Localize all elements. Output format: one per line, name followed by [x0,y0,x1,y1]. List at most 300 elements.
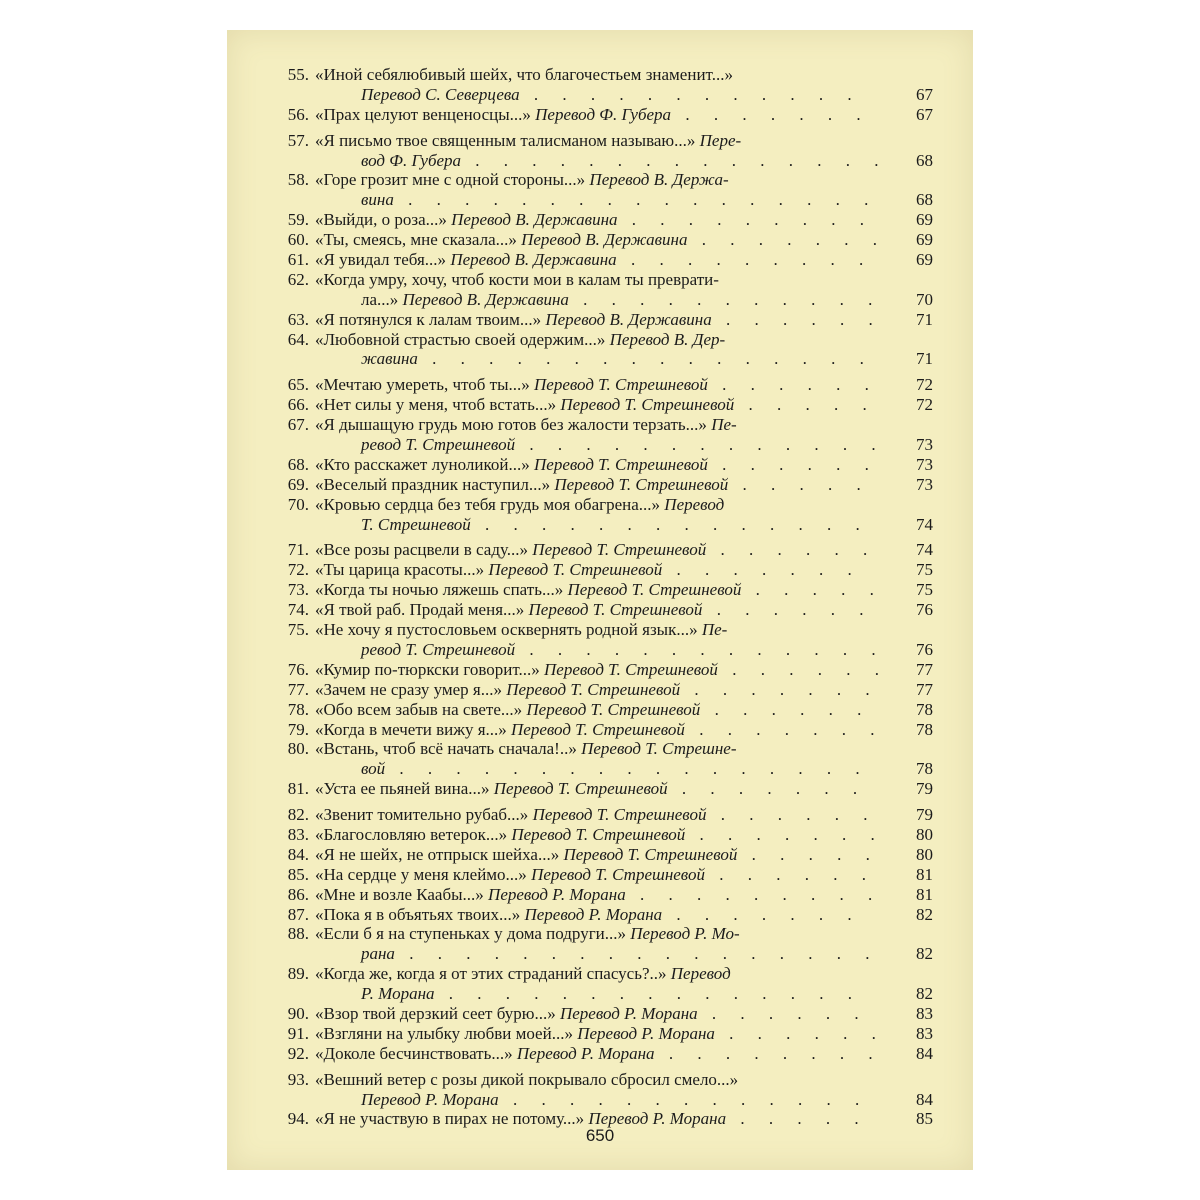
toc-entry-line [277,270,933,290]
poem-first-line: «Я не шейх, не отпрыск шейха...» [315,844,564,864]
table-of-contents [277,65,933,1129]
toc-entry-line [277,151,933,171]
poem-first-line: «Если б я на ступеньках у дома подруги...» [315,924,631,944]
entry-number: 86. [287,884,309,904]
leader-dots: . . . . . . [706,805,878,825]
entry-number: 74. [287,600,309,620]
entry-number: 83. [287,824,309,844]
toc-entry-line [277,1024,933,1044]
translator-credit: Перевод Т. Стрешневой [511,824,686,844]
entry-page-number: 69 [916,230,933,250]
poem-first-line: «Мечтаю умереть, чтоб ты...» [315,375,535,395]
entry-page-number: 67 [916,84,933,104]
entry-number: 92. [287,1043,309,1063]
translator-credit: Перевод Т. Стрешневой [528,600,703,620]
toc-entry-line [277,600,933,620]
entry-number: 75. [287,620,309,640]
translator-credit: Пе- [711,415,737,435]
entry-page-number: 68 [916,190,933,210]
leader-dots: . . . . . [726,1109,869,1129]
toc-entry-line [277,495,933,515]
leader-dots: . . . . . . [711,309,883,329]
toc-entry [277,270,933,310]
leader-dots: . . . . . . [704,864,876,884]
entry-number: 57. [287,130,309,150]
entry-number: 70. [287,494,309,514]
entry-number: 71. [287,540,309,560]
poem-first-line: «Благословляю ветерок...» [315,824,512,844]
translator-credit: Перевод В. Державина [402,289,569,309]
poem-first-line: «Взор твой дерзкий сеет бурю...» [315,1003,560,1023]
toc-entry-line [277,475,933,495]
entry-number: 78. [287,699,309,719]
entry-page-number: 75 [916,580,933,600]
leader-dots: . . . . . . . . . . . [568,289,883,309]
leader-dots: . . . . . . [707,454,879,474]
toc-entry-line [277,944,933,964]
entry-page-number: 76 [916,600,933,620]
toc-entry-line [277,330,933,350]
leader-dots: . . . . . . [697,1003,869,1023]
leader-dots: . . . . . . . . . . . . . . . . . [393,190,879,210]
translator-credit: Перевод Т. Стрешневой [534,454,708,474]
toc-entry-line [277,739,933,759]
translator-credit: вой [361,759,386,779]
toc-entry [277,845,933,865]
translator-credit: ревод Т. Стрешневой [361,639,516,659]
entry-number: 90. [287,1003,309,1023]
toc-entry-line [277,580,933,600]
toc-entry-line [277,435,933,455]
entry-page-number: 78 [916,719,933,739]
translator-credit: Т. Стрешневой [361,514,471,534]
toc-entry-line [277,349,933,369]
translator-credit: Перевод Т. Стрешневой [532,805,707,825]
toc-entry-line [277,515,933,535]
page-number: 650 [585,1126,615,1145]
toc-entry-line [277,845,933,865]
leader-dots: . . . . . . . [662,560,862,580]
translator-credit: Р. Морана [361,984,435,1004]
leader-dots: . . . . . . [717,659,889,679]
entry-number: 91. [287,1023,309,1043]
toc-entry [277,540,933,560]
toc-entry [277,105,933,125]
toc-entry [277,600,933,620]
leader-dots: . . . . . . . . [654,1043,883,1063]
toc-entry-line [277,85,933,105]
book-page [227,30,973,1170]
entry-number: 85. [287,864,309,884]
toc-entry-line [277,640,933,660]
leader-dots: . . . . . [741,580,884,600]
toc-entry [277,905,933,925]
translator-credit: Перевод [664,494,725,514]
poem-first-line: «Зачем не сразу умер я...» [315,679,507,699]
entry-number: 69. [287,474,309,494]
leader-dots: . . . . . . . . . [617,210,874,230]
poem-first-line: «Выйди, о роза...» [315,210,452,230]
entry-page-number: 82 [916,944,933,964]
poem-first-line: «Веселый праздник наступил...» [315,474,555,494]
entry-page-number: 72 [916,375,933,395]
toc-entry-line [277,805,933,825]
toc-entry [277,250,933,270]
toc-entry-line [277,964,933,984]
toc-entry [277,1004,933,1024]
toc-entry-line [277,865,933,885]
entry-page-number: 71 [916,309,933,329]
toc-entry-line [277,1090,933,1110]
translator-credit: жавина [361,349,418,369]
entry-number: 61. [287,250,309,270]
translator-credit: Перевод Т. Стрешневой [554,474,729,494]
poem-first-line: «Ты царица красоты...» [315,560,489,580]
entry-number: 81. [287,779,309,799]
toc-entry-line [277,170,933,190]
translator-credit: Перевод [670,964,731,984]
poem-first-line: «Мне и возле Каабы...» [315,884,489,904]
poem-first-line: «Я дышащую грудь мою готов без жалости терзать...» [315,415,712,435]
poem-first-line: «Когда умру, хочу, чтоб кости мои в калам ты преврати- [315,269,719,289]
leader-dots: . . . . . [728,474,871,494]
toc-entry-line [277,720,933,740]
leader-dots: . . . . . . . . . . . . . . . . . [385,759,870,779]
toc-entry [277,475,933,495]
entry-number: 59. [287,210,309,230]
translator-credit: Перевод Р. Морана [588,1109,727,1129]
entry-page-number: 75 [916,560,933,580]
poem-first-line: «Иной себялюбивый шейх, что благочестьем знаменит...» [315,65,733,84]
translator-credit: Перевод Т. Стрешневой [488,560,663,580]
translator-credit: Перевод Ф. Губера [535,104,672,124]
toc-entry [277,210,933,230]
toc-entry-line [277,415,933,435]
toc-entry [277,680,933,700]
leader-dots: . . . . . . [707,375,879,395]
poem-first-line: ла...» [361,289,403,309]
translator-credit: ревод Т. Стрешневой [361,435,516,455]
entry-page-number: 74 [916,514,933,534]
toc-entry-line [277,65,933,85]
entry-page-number: 77 [916,679,933,699]
translator-credit: Перевод Т. Стрешневой [526,699,701,719]
toc-entry-line [277,1044,933,1064]
poem-first-line: «Обо всем забыв на свете...» [315,699,527,719]
leader-dots: . . . . . . . [671,104,871,124]
leader-dots: . . . . . . [714,1023,886,1043]
leader-dots: . . . . . . . . . . . . . . . [434,984,863,1004]
poem-first-line: «Вешний ветер с розы дикой покрывало сбросил смело...» [315,1069,739,1089]
toc-entry [277,779,933,799]
toc-entry-line [277,310,933,330]
entry-number: 93. [287,1069,309,1089]
toc-entry [277,924,933,964]
entry-number: 94. [287,1109,309,1129]
translator-credit: Перевод Т. Стрешневой [534,375,708,395]
entry-number: 58. [287,170,309,190]
leader-dots: . . . . . . . . . . . . . . [470,514,870,534]
poem-first-line: «Не хочу я пустословьем осквернять родной язык...» [315,620,702,640]
entry-page-number: 83 [916,1023,933,1043]
translator-credit: Перевод В. Дер- [609,329,726,349]
entry-number: 89. [287,964,309,984]
toc-entry-line [277,560,933,580]
translator-credit: Перевод Т. Стрешневой [532,540,707,560]
entry-number: 77. [287,679,309,699]
translator-credit: Пе- [701,620,728,640]
poem-first-line: «Когда же, когда я от этих страданий спасусь?..» [315,964,671,984]
leader-dots: . . . . . . . [685,824,885,844]
entry-page-number: 79 [916,779,933,799]
poem-first-line: «Кумир по-тюркски говорит...» [315,659,545,679]
toc-entry [277,230,933,250]
toc-entry-line [277,680,933,700]
leader-dots: . . . . . . . [662,904,862,924]
poem-first-line: «Когда в мечети вижу я...» [315,719,512,739]
entry-number: 72. [287,560,309,580]
poem-first-line: «Я письмо твое священным талисманом называю...» [315,130,700,150]
poem-first-line: «Кто расскажет луноликой...» [315,454,535,474]
poem-first-line: «На сердце у меня клеймо...» [315,864,532,884]
toc-entry [277,415,933,455]
entry-page-number: 81 [916,864,933,884]
entry-page-number: 69 [916,250,933,270]
leader-dots: . . . . . . . . . . . . . . . [461,150,889,170]
entry-number: 63. [287,309,309,329]
translator-credit: Пере- [699,130,742,150]
toc-entry-line [277,759,933,779]
toc-entry [277,131,933,171]
leader-dots: . . . . . . . . . [625,884,883,904]
toc-entry-line [277,210,933,230]
entry-page-number: 71 [916,349,933,369]
toc-entry [277,1044,933,1064]
translator-credit: Перевод Р. Мо- [630,924,740,944]
translator-credit: Перевод Р. Морана [488,884,626,904]
translator-credit: Перевод Р. Морана [577,1023,715,1043]
toc-entry-line [277,190,933,210]
toc-entry [277,739,933,779]
toc-entry [277,1024,933,1044]
entry-number: 88. [287,924,309,944]
translator-credit: Перевод В. Державина [545,309,712,329]
entry-number: 66. [287,395,309,415]
poem-first-line: «Звенит томительно рубаб...» [315,805,533,825]
poem-first-line: «Встань, чтоб всё начать сначала!..» [315,739,582,759]
toc-entry-line [277,290,933,310]
toc-entry-line [277,1070,933,1090]
entry-number: 87. [287,904,309,924]
toc-entry [277,720,933,740]
toc-entry [277,65,933,105]
leader-dots: . . . . . . [702,600,874,620]
translator-credit: Перевод Р. Морана [524,904,663,924]
entry-page-number: 77 [916,659,933,679]
entry-page-number: 72 [916,395,933,415]
entry-number: 68. [287,454,309,474]
toc-entry [277,805,933,825]
poem-first-line: «Я потянулся к лалам твоим...» [315,309,546,329]
entry-number: 84. [287,844,309,864]
toc-entry-line [277,230,933,250]
toc-entry-line [277,984,933,1004]
poem-first-line: «Пока я в объятьях твоих...» [315,904,525,924]
entry-number: 79. [287,719,309,739]
toc-entry [277,455,933,475]
translator-credit: Перевод Р. Морана [361,1089,499,1109]
poem-first-line: «Прах целуют венценосцы...» [315,104,536,124]
leader-dots: . . . . . [737,844,880,864]
entry-page-number: 81 [916,884,933,904]
entry-page-number: 82 [916,984,933,1004]
toc-entry [277,825,933,845]
entry-page-number: 68 [916,150,933,170]
toc-entry-line [277,375,933,395]
translator-credit: Перевод В. Державина [451,210,618,230]
toc-entry-line [277,250,933,270]
toc-entry-line [277,825,933,845]
entry-page-number: 73 [916,454,933,474]
entry-page-number: 82 [916,904,933,924]
poem-first-line: «Все розы расцвели в саду...» [315,540,533,560]
leader-dots: . . . . . . . . . . . . . . . . . [394,944,880,964]
leader-dots: . . . . . . . [687,230,887,250]
toc-entry [277,560,933,580]
entry-number: 73. [287,580,309,600]
entry-page-number: 78 [916,699,933,719]
toc-entry [277,964,933,1004]
translator-credit: Перевод Т. Стрешневой [567,580,742,600]
translator-credit: Перевод В. Державина [521,230,688,250]
entry-number: 60. [287,230,309,250]
leader-dots: . . . . . . . [684,719,885,739]
entry-page-number: 78 [916,759,933,779]
leader-dots: . . . . . . . [680,679,880,699]
toc-entry [277,885,933,905]
entry-page-number: 67 [916,104,933,124]
leader-dots: . . . . . . [706,540,878,560]
poem-first-line: «Доколе бесчинствовать...» [315,1043,517,1063]
toc-entry [277,330,933,370]
entry-number: 82. [287,805,309,825]
entry-number: 80. [287,739,309,759]
translator-credit: Перевод С. Северцева [361,84,520,104]
entry-page-number: 73 [916,474,933,494]
entry-page-number: 85 [916,1109,933,1129]
entry-page-number: 76 [916,639,933,659]
poem-first-line: «Я твой раб. Продай меня...» [315,600,529,620]
entry-page-number: 73 [916,435,933,455]
toc-entry-line [277,105,933,125]
translator-credit: вод Ф. Губера [361,150,462,170]
entry-number: 55. [287,65,309,84]
toc-entry [277,700,933,720]
toc-entry [277,1070,933,1110]
entry-page-number: 80 [916,844,933,864]
leader-dots: . . . . . . . . . . . . [519,84,862,104]
toc-entry-line [277,660,933,680]
toc-entry-line [277,905,933,925]
entry-number: 67. [287,415,309,435]
entry-page-number: 80 [916,824,933,844]
leader-dots: . . . . . . . [667,779,868,799]
toc-entry-line [277,779,933,799]
poem-first-line: «Я увидал тебя...» [315,250,451,270]
translator-credit: рана [361,944,395,964]
entry-page-number: 74 [916,540,933,560]
leader-dots: . . . . . [734,395,877,415]
entry-page-number: 84 [916,1089,933,1109]
translator-credit: Перевод В. Держа- [589,170,729,190]
entry-page-number: 83 [916,1003,933,1023]
toc-entry-line [277,1004,933,1024]
toc-entry-line [277,924,933,944]
entry-page-number: 79 [916,805,933,825]
translator-credit: вина [361,190,394,210]
entry-number: 62. [287,269,309,289]
toc-entry-line [277,885,933,905]
toc-entry [277,495,933,535]
translator-credit: Перевод Р. Морана [516,1043,655,1063]
toc-entry-line [277,395,933,415]
toc-entry-line [277,131,933,151]
poem-first-line: «Нет силы у меня, чтоб встать...» [315,395,561,415]
poem-first-line: «Любовной страстью своей одержим...» [315,329,610,349]
toc-entry [277,170,933,210]
entry-number: 76. [287,659,309,679]
toc-entry [277,395,933,415]
entry-number: 65. [287,375,309,395]
toc-entry [277,865,933,885]
translator-credit: Перевод Т. Стрешневой [493,779,668,799]
translator-credit: Перевод Т. Стрешневой [560,395,735,415]
toc-entry [277,375,933,395]
toc-entry [277,580,933,600]
leader-dots: . . . . . . . . . . . . . [515,435,886,455]
entry-number: 56. [287,104,309,124]
toc-entry [277,620,933,660]
entry-page-number: 70 [916,289,933,309]
entry-page-number: 69 [916,210,933,230]
poem-first-line: «Взгляни на улыбку любви моей...» [315,1023,578,1043]
toc-entry-line [277,620,933,640]
entry-number: 64. [287,329,309,349]
toc-entry [277,660,933,680]
poem-first-line: «Кровью сердца без тебя грудь моя обагрена...» [315,494,665,514]
poem-first-line: «Уста ее пьяней вина...» [315,779,494,799]
translator-credit: Перевод Р. Морана [559,1003,698,1023]
translator-credit: Перевод Т. Стрешневой [531,864,705,884]
poem-first-line: «Я не участвую в пирах не потому...» [315,1109,589,1129]
toc-entry-line [277,540,933,560]
translator-credit: Перевод Т. Стрешневой [544,659,718,679]
leader-dots: . . . . . . . . . . . . . . . . [417,349,874,369]
toc-entry [277,310,933,330]
translator-credit: Перевод Т. Стрешневой [511,719,685,739]
leader-dots: . . . . . . . . . . . . . [498,1089,870,1109]
leader-dots: . . . . . . . . . [616,250,874,270]
entry-page-number: 84 [916,1043,933,1063]
leader-dots: . . . . . . [700,699,872,719]
toc-entry-line [277,700,933,720]
leader-dots: . . . . . . . . . . . . . [515,639,886,659]
toc-entry-line [277,455,933,475]
poem-first-line: «Когда ты ночью ляжешь спать...» [315,580,568,600]
translator-credit: Перевод В. Державина [450,250,617,270]
poem-first-line: «Ты, смеясь, мне сказала...» [315,230,522,250]
translator-credit: Перевод Т. Стрешне- [581,739,737,759]
